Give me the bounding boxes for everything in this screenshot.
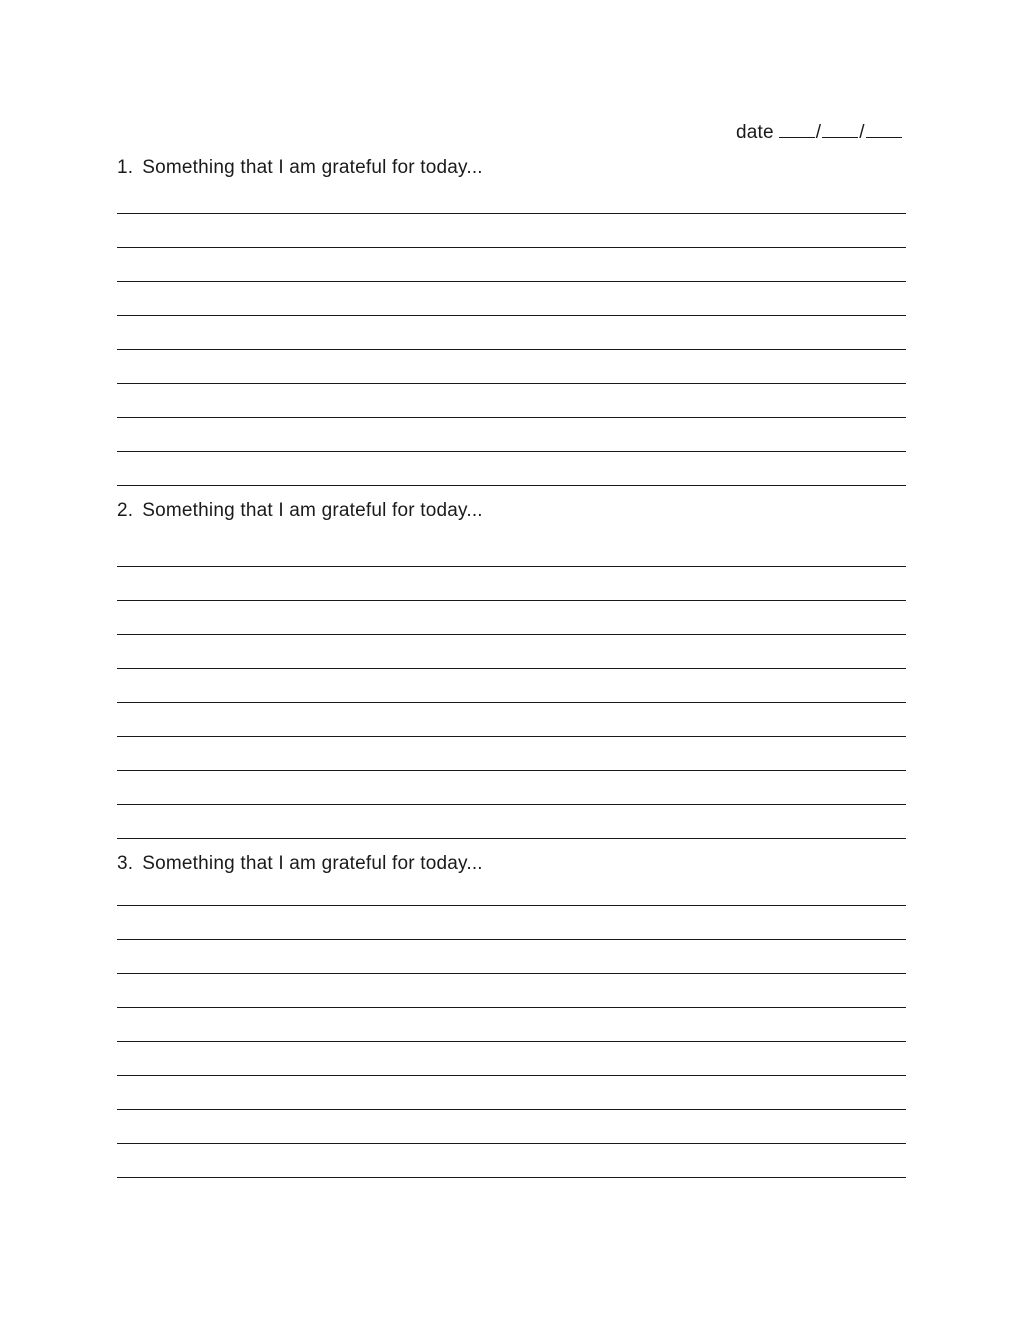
writing-line[interactable] — [117, 634, 906, 635]
writing-line[interactable] — [117, 770, 906, 771]
prompt-1 — [117, 157, 483, 179]
date-label: date — [736, 122, 774, 143]
writing-line[interactable] — [117, 1177, 906, 1178]
writing-line[interactable] — [117, 1041, 906, 1042]
writing-line[interactable] — [117, 281, 906, 282]
date-separator: / — [815, 122, 822, 143]
date-separator: / — [859, 122, 865, 143]
writing-line[interactable] — [117, 804, 906, 805]
prompt-text: Something that I am grateful for today... — [142, 157, 483, 178]
prompt-3 — [117, 853, 483, 875]
writing-line[interactable] — [117, 247, 906, 248]
writing-line[interactable] — [117, 1007, 906, 1008]
prompt-text: Something that I am grateful for today... — [142, 500, 483, 521]
writing-line[interactable] — [117, 315, 906, 316]
writing-line[interactable] — [117, 905, 906, 906]
writing-line[interactable] — [117, 417, 906, 418]
date-month-blank[interactable] — [779, 119, 815, 138]
writing-line[interactable] — [117, 838, 906, 839]
prompt-number: 1. — [117, 157, 134, 178]
writing-line[interactable] — [117, 600, 906, 601]
date-field — [736, 119, 902, 144]
writing-line[interactable] — [117, 736, 906, 737]
writing-line[interactable] — [117, 1143, 906, 1144]
writing-line[interactable] — [117, 973, 906, 974]
prompt-2 — [117, 500, 483, 522]
writing-line[interactable] — [117, 939, 906, 940]
date-day-blank[interactable] — [822, 119, 858, 138]
writing-line[interactable] — [117, 1075, 906, 1076]
writing-line[interactable] — [117, 1109, 906, 1110]
writing-line[interactable] — [117, 451, 906, 452]
writing-line[interactable] — [117, 213, 906, 214]
date-year-blank[interactable] — [866, 119, 902, 138]
writing-line[interactable] — [117, 485, 906, 486]
writing-line[interactable] — [117, 668, 906, 669]
writing-line[interactable] — [117, 383, 906, 384]
writing-line[interactable] — [117, 566, 906, 567]
prompt-text: Something that I am grateful for today... — [142, 853, 483, 874]
prompt-number: 3. — [117, 853, 134, 874]
writing-line[interactable] — [117, 702, 906, 703]
writing-line[interactable] — [117, 349, 906, 350]
prompt-number: 2. — [117, 500, 134, 521]
